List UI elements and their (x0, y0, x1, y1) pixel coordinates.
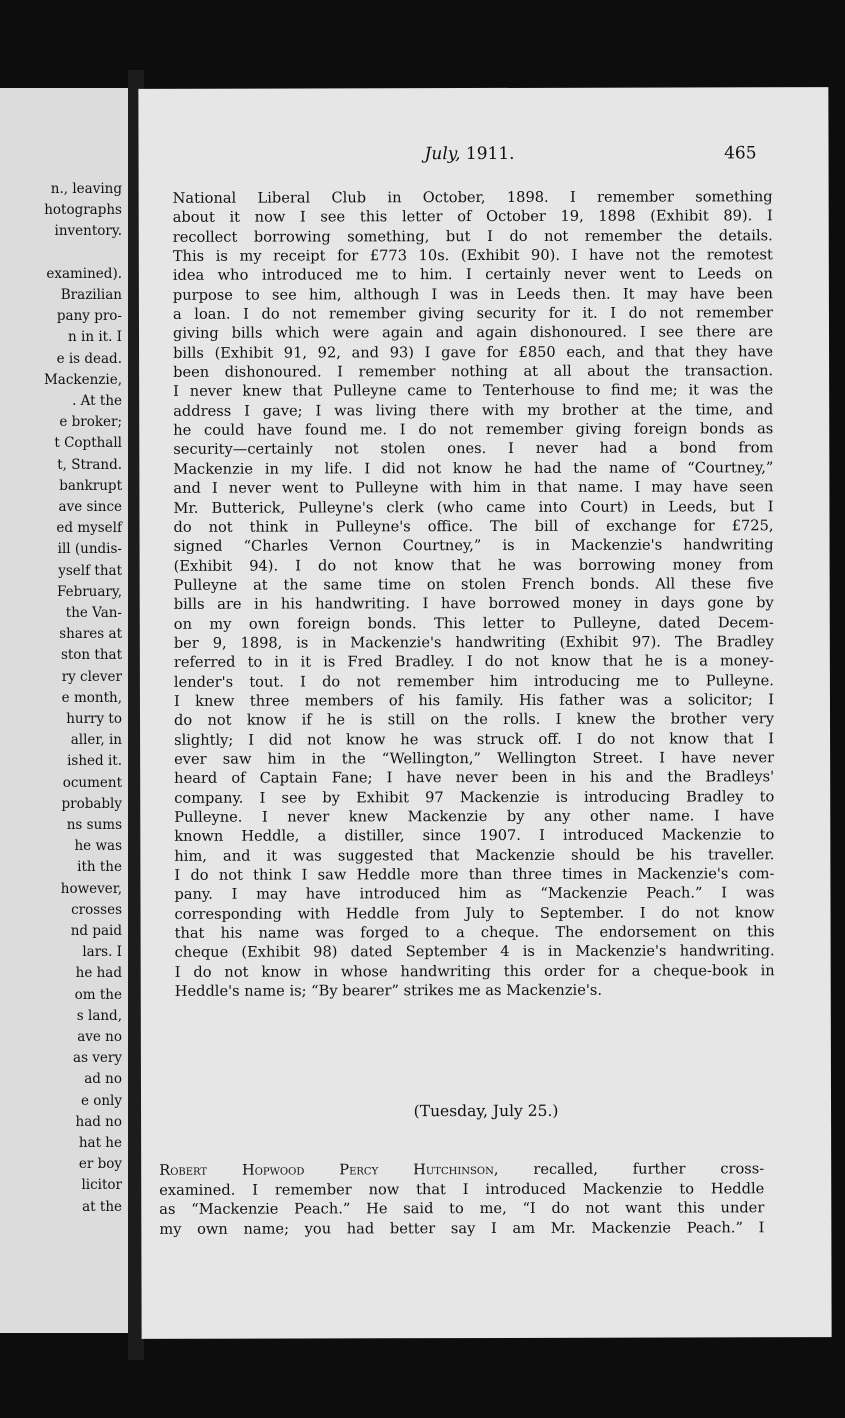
text-line: heard of Captain Fane; I have never been in his and the Bradleys' (174, 768, 775, 788)
left-page-line: e is dead. (56, 350, 122, 367)
text-line: ever saw him in the “Wellington,” Wellington Street. I have never (174, 749, 775, 768)
left-page-line: ad no (84, 1071, 122, 1088)
left-page-line: t, Strand. (57, 456, 122, 473)
left-page-line: t Copthall (54, 435, 122, 452)
text-line: I do not think I saw Heddle more than three times in Mackenzie's com- (174, 865, 775, 884)
text-line: a loan. I do not remember giving security for it. I do not remember (172, 304, 773, 323)
text-line: Mr. Butterick, Pulleyne's clerk (who came into Court) in Leeds, but I (173, 497, 774, 517)
left-page-line: er boy (78, 1156, 122, 1173)
left-page-line: ished it. (67, 753, 122, 770)
testimony-paragraph-1 (173, 187, 775, 1001)
left-page-line: as very (73, 1050, 122, 1067)
text-line: about it now I see this letter of October 19, 1898 (Exhibit 89). I (172, 207, 773, 227)
left-page-line: he had (75, 965, 122, 982)
left-page-line: however, (60, 880, 122, 897)
text-line: Mackenzie in my life. I did not know he had the name of “Courtney,” (173, 459, 774, 478)
right-page (138, 87, 831, 1339)
text-line: do not think in Pulleyne's office. The bill of exchange for £725, (173, 517, 774, 536)
text-line: been dishonoured. I remember nothing at all about the transaction. (173, 362, 774, 381)
left-page-line: . At the (72, 393, 122, 409)
text-line: bills are in his handwriting. I have borrowed money in days gone by (173, 594, 774, 614)
text-line: my own name; you had better say I am Mr. Mackenzie Peach.” I (159, 1218, 765, 1238)
text-line: examined. I remember now that I introduced Mackenzie to Heddle (159, 1179, 765, 1199)
paragraph-2-first-line-rest: recalled, further cross- (533, 1160, 765, 1178)
running-head (425, 144, 515, 164)
text-line: I do not know in whose handwriting this order for a cheque-book in (174, 961, 775, 981)
paragraph-2-first-line (159, 1159, 764, 1180)
left-page-line: had no (75, 1113, 122, 1130)
left-page-line: ave no (77, 1029, 122, 1045)
running-head-year: 1911. (465, 143, 515, 165)
left-page-line: pany pro- (56, 308, 122, 325)
text-line: company. I see by Exhibit 97 Mackenzie is introducing Bradley to (174, 787, 775, 807)
text-line: he could have found me. I do not remember giving foreign bonds as (173, 420, 774, 439)
date-heading: (Tuesday, July 25.) (413, 1101, 559, 1121)
text-line: bills (Exhibit 91, 92, and 93) I gave for £850 each, and that they have (173, 342, 774, 362)
text-line: cheque (Exhibit 98) dated September 4 is in Mackenzie's handwriting. (174, 942, 775, 962)
text-line: corresponding with Heddle from July to September. I do not know (174, 903, 775, 923)
left-page-line: n., leaving (50, 181, 122, 197)
left-page-line: aller, in (70, 732, 122, 749)
text-line: security—certainly not stolen ones. I never had a bond from (173, 439, 774, 459)
left-page-line: the Van- (65, 605, 122, 621)
left-page-fragment (0, 88, 128, 1333)
text-line: and I never went to Pulleyne with him in that name. I may have seen (173, 478, 774, 497)
left-page-line: hotographs (44, 202, 122, 219)
speaker-name: Robert Hopwood Percy Hutchinson, (159, 1160, 499, 1179)
left-page-line: shares at (59, 626, 122, 643)
left-page-line: ave since (58, 499, 122, 515)
left-page-line: Mackenzie, (43, 371, 122, 388)
text-line: I never knew that Pulleyne came to Tenterhouse to find me; it was the (173, 381, 774, 401)
testimony-paragraph-2 (159, 1159, 764, 1239)
left-page-line: yself that (58, 562, 122, 579)
left-page-line: ocument (62, 774, 122, 791)
left-page-line: bankrupt (59, 477, 122, 494)
text-line: ber 9, 1898, is in Mackenzie's handwriting (Exhibit 97). The Bradley (173, 633, 774, 652)
text-line: him, and it was suggested that Mackenzie should be his traveller. (174, 845, 775, 865)
left-page-line: Brazilian (60, 287, 122, 303)
left-page-line: crosses (71, 901, 122, 918)
left-page-line: examined). (46, 265, 122, 282)
left-page-line: nd paid (70, 923, 122, 939)
left-page-line: February, (56, 583, 122, 600)
text-line: that his name was forged to a cheque. The endorsement on this (174, 923, 775, 942)
left-page-line: om the (74, 986, 122, 1003)
left-page-line: hat he (78, 1135, 122, 1151)
text-line: National Liberal Club in October, 1898. I remember something (172, 188, 773, 207)
left-page-line: s land, (76, 1007, 122, 1024)
text-line: recollect borrowing something, but I do not remember the details. (172, 226, 773, 246)
left-page-line: ed myself (56, 520, 122, 537)
text-line: Heddle's name is; “By bearer” strikes me as Mackenzie's. (174, 981, 602, 1000)
left-page-line: he was (74, 838, 122, 855)
left-page-line: e broker; (59, 414, 122, 431)
left-page-line: inventory. (54, 223, 122, 240)
left-page-line: lars. I (82, 944, 122, 961)
text-line: slightly; I did not know he was struck off. I do not know that I (174, 729, 775, 749)
text-line: idea who introduced me to him. I certainly never went to Leeds on (172, 265, 773, 285)
text-line: on my own foreign bonds. This letter to Pulleyne, dated Decem- (173, 613, 774, 633)
left-page-line: ry clever (61, 668, 122, 685)
text-line: Pulleyne. I never knew Mackenzie by any other name. I have (174, 807, 775, 826)
text-line: I knew three members of his family. His father was a solicitor; I (173, 691, 774, 710)
text-line: address I gave; I was living there with my brother at the time, and (173, 401, 774, 420)
running-head-month: July, (424, 144, 461, 165)
text-line: purpose to see him, although I was in Leeds then. It may have been (172, 284, 773, 304)
left-page-line: ns sums (66, 817, 122, 833)
text-line: Pulleyne at the same time on stolen French bonds. All these five (173, 575, 774, 594)
text-line: referred to in it is Fred Bradley. I do not know that he is a money- (173, 652, 774, 672)
text-line: giving bills which were again and again dishonoured. I see there are (172, 323, 774, 343)
left-page-line: e only (80, 1092, 122, 1109)
left-page-line: e month, (61, 689, 122, 706)
page-number: 465 (724, 143, 757, 164)
left-page-line: licitor (81, 1177, 122, 1194)
left-page-line: n in it. I (68, 329, 122, 346)
text-line: as “Mackenzie Peach.” He said to me, “I do not want this under (159, 1199, 765, 1218)
left-page-line: hurry to (66, 711, 122, 727)
text-line: This is my receipt for £773 10s. (Exhibit 90). I have not the remotest (172, 246, 773, 265)
left-page-line: probably (61, 795, 122, 812)
left-page-line: ill (undis- (57, 541, 122, 558)
left-page-line: at the (82, 1198, 122, 1215)
text-line: lender's tout. I do not remember him introducing me to Pulleyne. (173, 671, 774, 691)
text-line: signed “Charles Vernon Courtney,” is in Mackenzie's handwriting (173, 536, 774, 556)
left-page-line: ston that (60, 647, 122, 664)
text-line: (Exhibit 94). I do not know that he was borrowing money from (173, 555, 774, 575)
text-line: do not know if he is still on the rolls. I knew the brother very (173, 710, 775, 730)
text-line: known Heddle, a distiller, since 1907. I introduced Mackenzie to (174, 826, 775, 846)
text-line: pany. I may have introduced him as “Mackenzie Peach.” I was (174, 884, 775, 904)
left-page-line: ith the (77, 859, 122, 876)
